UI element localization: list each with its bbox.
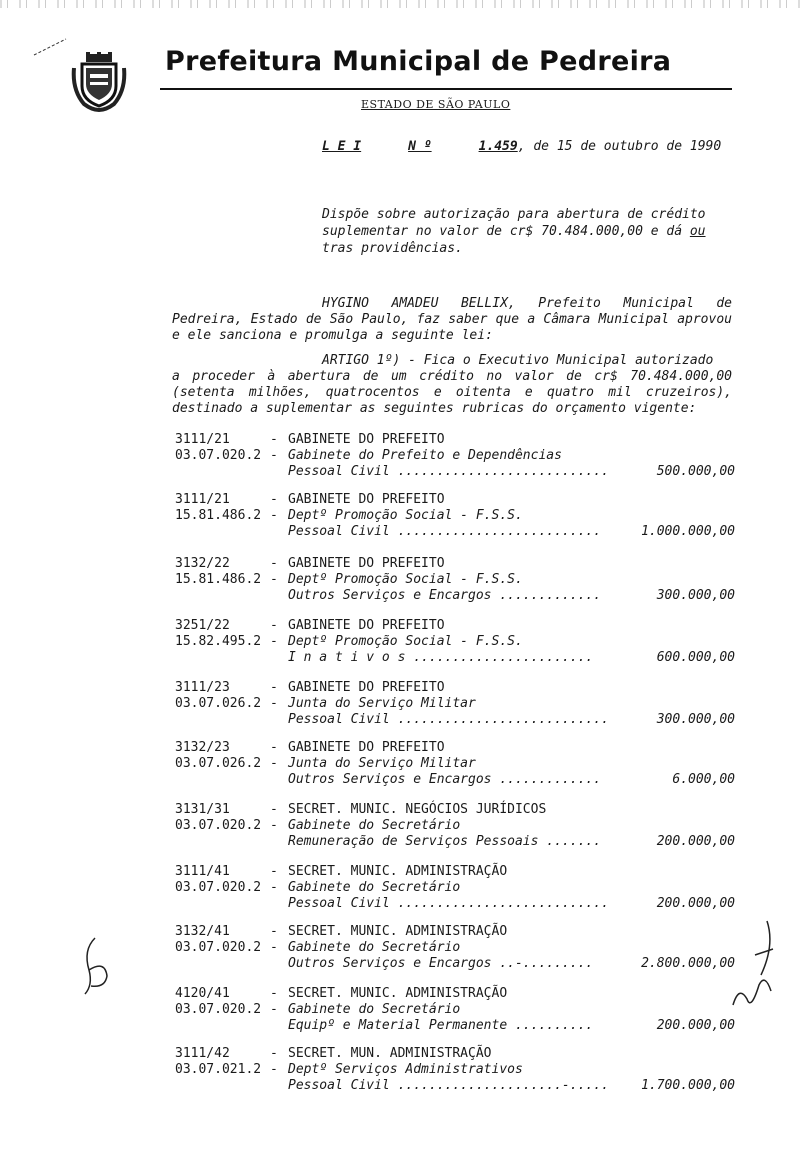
department: SECRET. MUNIC. NEGÓCIOS JURÍDICOS bbox=[288, 802, 547, 817]
law-heading bbox=[322, 139, 721, 154]
department: GABINETE DO PREFEITO bbox=[288, 556, 445, 571]
department: GABINETE DO PREFEITO bbox=[288, 740, 445, 755]
expense-item: Pessoal Civil ........................... bbox=[288, 464, 609, 479]
law-number: 1.459 bbox=[478, 139, 518, 154]
expense-item: Equipº e Material Permanente .......... bbox=[288, 1018, 594, 1033]
program-code: 15.81.486.2 bbox=[175, 572, 262, 587]
budget-entry bbox=[175, 802, 735, 850]
ementa-text: Dispõe sobre autorização para abertura de crédito suplementar no valor de cr$ 70.484.000,00 e dá bbox=[322, 207, 706, 239]
page-title: Prefeitura Municipal de Pedreira bbox=[165, 46, 672, 77]
unit: Gabinete do Secretário bbox=[288, 940, 461, 955]
dash: - bbox=[270, 1062, 278, 1077]
expense-item: Pessoal Civil .......................... bbox=[288, 524, 602, 539]
article-1 bbox=[172, 353, 732, 417]
dash: - bbox=[270, 634, 278, 649]
program-code: 03.07.026.2 bbox=[175, 696, 262, 711]
dash: - bbox=[270, 818, 278, 833]
dash: - bbox=[270, 1002, 278, 1017]
department: SECRET. MUNIC. ADMINISTRAÇÃO bbox=[288, 924, 508, 939]
dash: - bbox=[270, 756, 278, 771]
department: GABINETE DO PREFEITO bbox=[288, 432, 445, 447]
expense-item: Pessoal Civil ........................... bbox=[288, 896, 609, 911]
dash: - bbox=[270, 1046, 278, 1061]
dash: - bbox=[270, 432, 278, 447]
program-code: 03.07.020.2 bbox=[175, 818, 262, 833]
amount: 600.000,00 bbox=[656, 650, 735, 665]
department: SECRET. MUNIC. ADMINISTRAÇÃO bbox=[288, 864, 508, 879]
ementa-underlined: ou bbox=[689, 224, 706, 239]
rubric-code: 3251/22 bbox=[175, 618, 230, 633]
dash: - bbox=[270, 880, 278, 895]
unit: Deptº Serviços Administrativos bbox=[288, 1062, 523, 1077]
amount: 500.000,00 bbox=[656, 464, 735, 479]
amount: 6.000,00 bbox=[672, 772, 735, 787]
law-number-label: N º bbox=[408, 139, 432, 154]
amount: 200.000,00 bbox=[656, 1018, 735, 1033]
program-code: 03.07.020.2 bbox=[175, 940, 262, 955]
dash: - bbox=[270, 448, 278, 463]
dash: - bbox=[270, 618, 278, 633]
dash: - bbox=[270, 924, 278, 939]
rubric-code: 3132/23 bbox=[175, 740, 230, 755]
scan-noise bbox=[0, 0, 800, 8]
unit: Gabinete do Secretário bbox=[288, 1002, 461, 1017]
rubric-code: 3132/22 bbox=[175, 556, 230, 571]
law-date: , de 15 de outubro de 1990 bbox=[517, 139, 722, 154]
amount: 1.000.000,00 bbox=[641, 524, 735, 539]
budget-entry bbox=[175, 1046, 735, 1094]
unit: Deptº Promoção Social - F.S.S. bbox=[288, 634, 523, 649]
rubric-code: 3111/42 bbox=[175, 1046, 230, 1061]
rubric-code: 3111/21 bbox=[175, 492, 230, 507]
dash: - bbox=[270, 864, 278, 879]
budget-entry bbox=[175, 680, 735, 728]
dash: - bbox=[270, 940, 278, 955]
budget-entry bbox=[175, 492, 735, 540]
unit: Gabinete do Prefeito e Dependências bbox=[288, 448, 562, 463]
expense-item: Pessoal Civil .....................-..... bbox=[288, 1078, 609, 1093]
rubric-code: 4120/41 bbox=[175, 986, 230, 1001]
program-code: 03.07.020.2 bbox=[175, 448, 262, 463]
budget-entry bbox=[175, 924, 735, 972]
amount: 300.000,00 bbox=[656, 712, 735, 727]
unit: Deptº Promoção Social - F.S.S. bbox=[288, 508, 523, 523]
program-code: 03.07.020.2 bbox=[175, 880, 262, 895]
ementa-text-end: tras providências. bbox=[322, 241, 463, 256]
dash: - bbox=[270, 492, 278, 507]
dash: - bbox=[270, 696, 278, 711]
unit: Junta do Serviço Militar bbox=[288, 756, 476, 771]
expense-item: Outros Serviços e Encargos ..-......... bbox=[288, 956, 594, 971]
amount: 200.000,00 bbox=[656, 834, 735, 849]
budget-entry bbox=[175, 556, 735, 604]
budget-entry bbox=[175, 432, 735, 480]
amount: 200.000,00 bbox=[656, 896, 735, 911]
header-divider bbox=[160, 88, 732, 90]
rubric-code: 3111/41 bbox=[175, 864, 230, 879]
dash: - bbox=[270, 508, 278, 523]
handwritten-initial bbox=[75, 930, 120, 1000]
expense-item: Pessoal Civil ........................... bbox=[288, 712, 609, 727]
budget-entry bbox=[175, 864, 735, 912]
dash: - bbox=[270, 740, 278, 755]
article-1-body: a proceder à abertura de um crédito no valor de cr$ 70.484.000,00 (setenta milhões, quatrocentos e oitenta e quatro mil cruzeiros), destinado a suplementar as seguintes rubricas do orçamento vigente: bbox=[172, 369, 732, 416]
dash: - bbox=[270, 572, 278, 587]
department: SECRET. MUNIC. ADMINISTRAÇÃO bbox=[288, 986, 508, 1001]
rubric-code: 3132/41 bbox=[175, 924, 230, 939]
budget-entry bbox=[175, 618, 735, 666]
program-code: 15.81.486.2 bbox=[175, 508, 262, 523]
preamble: HYGINO AMADEU BELLIX, Prefeito Municipal de Pedreira, Estado de São Paulo, faz saber que a Câmara Municipal aprovou e ele sanciona e promulga a seguinte lei: bbox=[172, 296, 732, 343]
amount: 1.700.000,00 bbox=[641, 1078, 735, 1093]
dash: - bbox=[270, 802, 278, 817]
program-code: 03.07.020.2 bbox=[175, 1002, 262, 1017]
amount: 2.800.000,00 bbox=[641, 956, 735, 971]
law-label: L E I bbox=[322, 139, 362, 154]
handwritten-signature bbox=[725, 915, 785, 1015]
rubric-code: 3111/23 bbox=[175, 680, 230, 695]
expense-item: Outros Serviços e Encargos ............. bbox=[288, 772, 602, 787]
ementa bbox=[322, 206, 717, 257]
budget-entry bbox=[175, 986, 735, 1034]
unit: Gabinete do Secretário bbox=[288, 818, 461, 833]
program-code: 03.07.021.2 bbox=[175, 1062, 262, 1077]
rubric-code: 3111/21 bbox=[175, 432, 230, 447]
department: GABINETE DO PREFEITO bbox=[288, 492, 445, 507]
budget-entry bbox=[175, 740, 735, 788]
department: GABINETE DO PREFEITO bbox=[288, 618, 445, 633]
unit: Deptº Promoção Social - F.S.S. bbox=[288, 572, 523, 587]
program-code: 03.07.026.2 bbox=[175, 756, 262, 771]
article-1-head: ARTIGO 1º) - Fica o Executivo Municipal autorizado bbox=[322, 353, 714, 368]
expense-item: Outros Serviços e Encargos ............. bbox=[288, 588, 602, 603]
unit: Junta do Serviço Militar bbox=[288, 696, 476, 711]
unit: Gabinete do Secretário bbox=[288, 880, 461, 895]
department: SECRET. MUN. ADMINISTRAÇÃO bbox=[288, 1046, 492, 1061]
department: GABINETE DO PREFEITO bbox=[288, 680, 445, 695]
expense-item: Remuneração de Serviços Pessoais ....... bbox=[288, 834, 602, 849]
dash: - bbox=[270, 986, 278, 1001]
program-code: 15.82.495.2 bbox=[175, 634, 262, 649]
amount: 300.000,00 bbox=[656, 588, 735, 603]
state-subtitle: ESTADO DE SÃO PAULO bbox=[361, 98, 511, 111]
dash: - bbox=[270, 556, 278, 571]
pen-mark bbox=[30, 35, 70, 60]
dash: - bbox=[270, 680, 278, 695]
municipal-crest-icon bbox=[70, 50, 128, 112]
rubric-code: 3131/31 bbox=[175, 802, 230, 817]
expense-item: I n a t i v o s ....................... bbox=[288, 650, 594, 665]
